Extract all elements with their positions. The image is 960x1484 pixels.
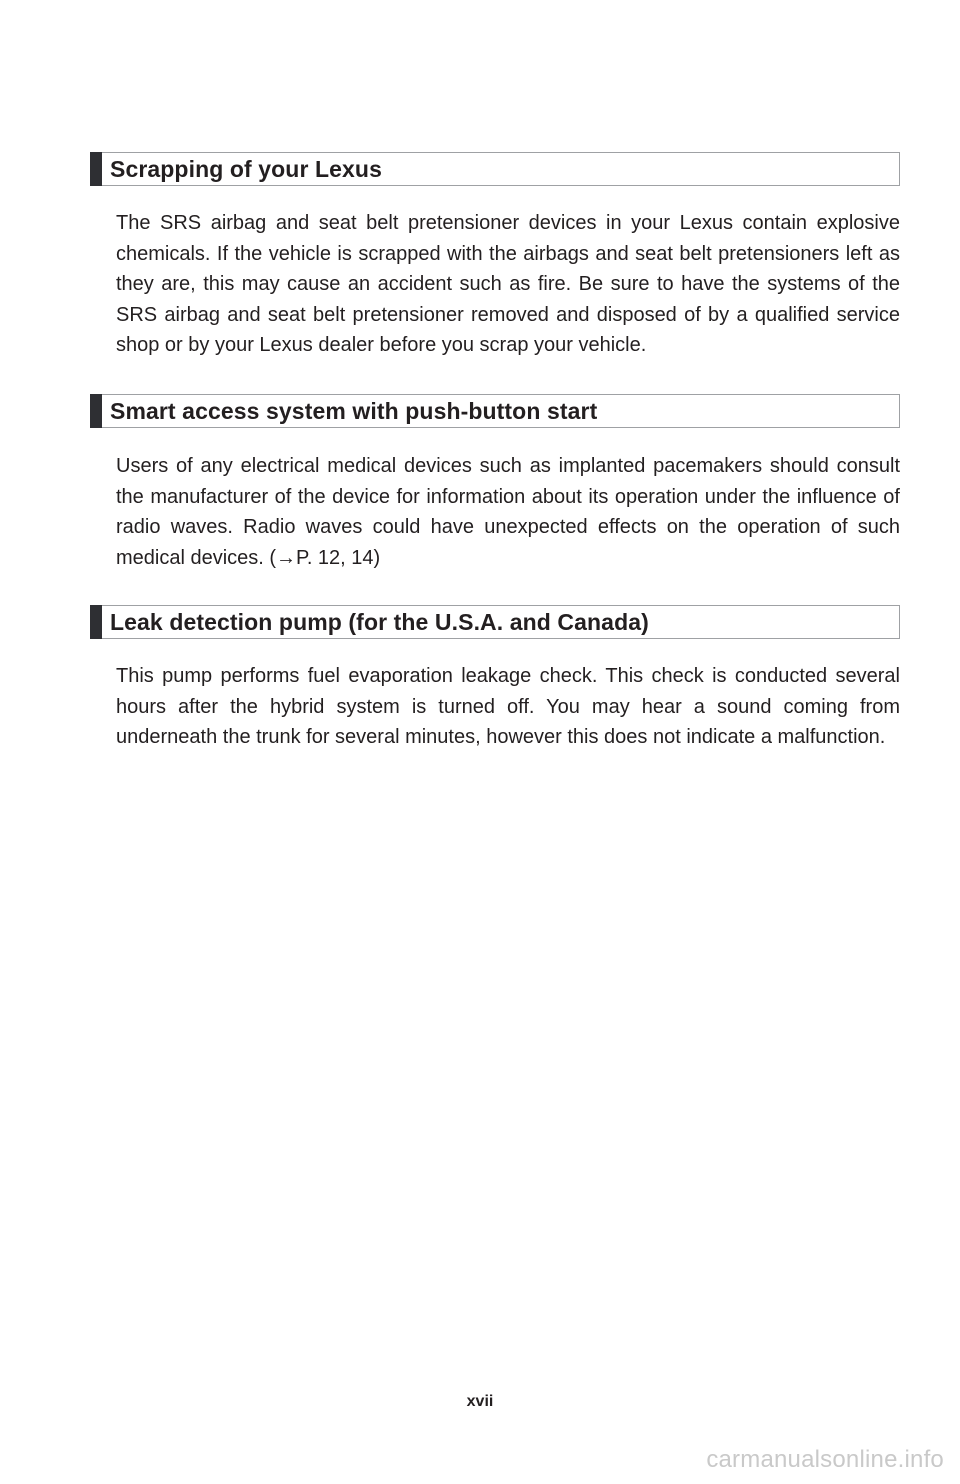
- section-heading: Smart access system with push-button start: [110, 398, 598, 424]
- section-heading-bar: [90, 394, 900, 428]
- heading-accent-block: [90, 605, 102, 639]
- heading-accent-block: [90, 152, 102, 186]
- section-body: This pump performs fuel evaporation leakage check. This check is conducted several hours after the hybrid system is turned off. You may hear a sound coming from underneath the trunk for several minutes, however this does not indicate a malfunction.: [116, 665, 900, 748]
- section-leak-detection: [90, 605, 900, 753]
- section-heading: Leak detection pump (for the U.S.A. and Canada): [110, 609, 649, 635]
- section-body: The SRS airbag and seat belt pretensioner devices in your Lexus contain explosive chemicals. If the vehicle is scrapped with the airbags and seat belt pretensioners left as they are, this may cause an accident such as fire. Be sure to have the systems of the SRS airbag and seat belt pretensioner removed and disposed of by a qualified service shop or by your Lexus dealer before you scrap your vehicle.: [116, 212, 900, 356]
- section-heading: Scrapping of your Lexus: [110, 156, 382, 182]
- section-heading-bar: [90, 152, 900, 186]
- watermark: carmanualsonline.info: [706, 1446, 944, 1473]
- section-scrapping: [90, 152, 900, 361]
- section-smart-access: [90, 394, 900, 573]
- section-body: Users of any electrical medical devices such as implanted pacemakers should consult the manufacturer of the device for information about its operation under the influence of radio waves. Radio waves could have unexpected effects on the operation of such medical devices. (→P. 12, 14): [116, 455, 900, 569]
- section-heading-bar: [90, 605, 900, 639]
- page-number: xvii: [466, 1393, 494, 1410]
- heading-accent-block: [90, 394, 102, 428]
